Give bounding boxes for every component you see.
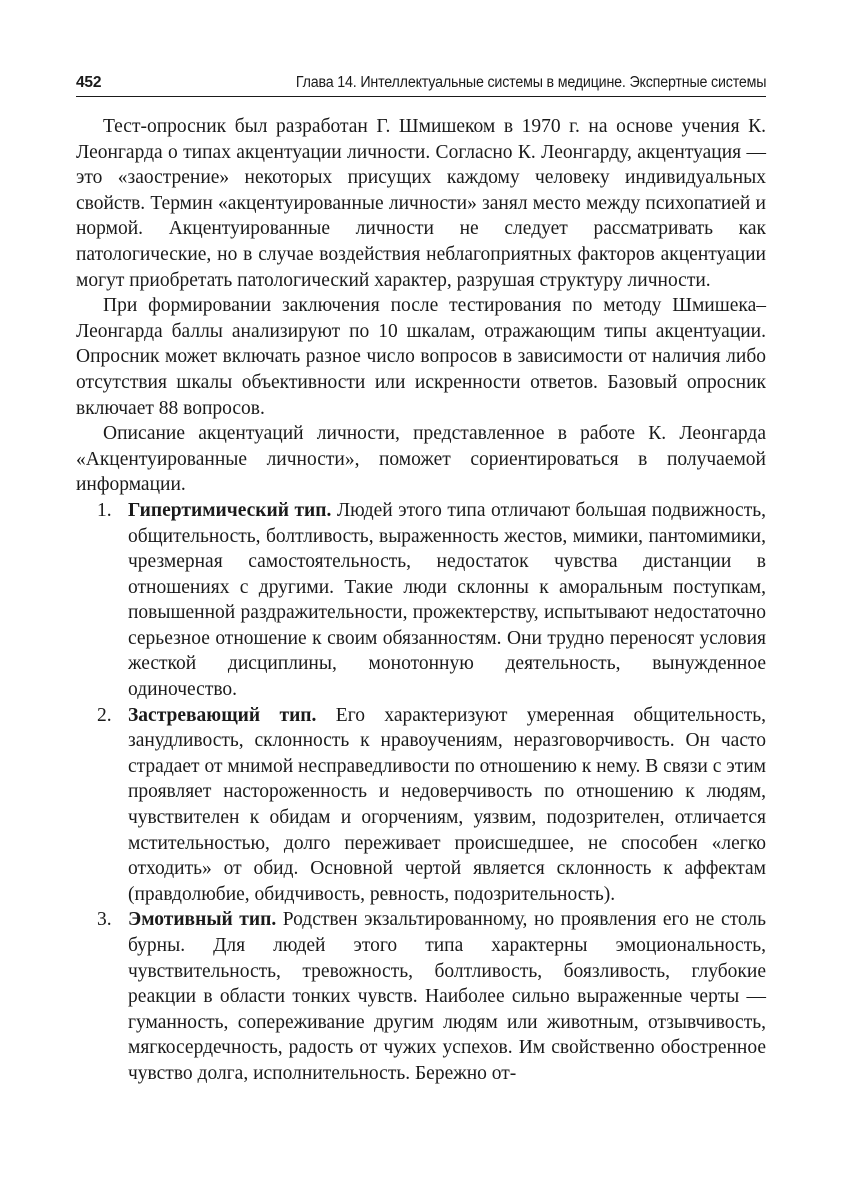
page-body	[76, 114, 766, 1087]
list-item-number: 2.	[97, 704, 112, 726]
book-page	[76, 70, 766, 1087]
running-title: Глава 14. Интеллектуальные системы в медицине. Экспертные системы	[295, 74, 766, 91]
list-item-number: 3.	[97, 909, 112, 931]
accentuation-types-list	[76, 498, 766, 1087]
paragraph: При формировании заключения после тестирования по методу Шмишека–Леонгарда баллы анализируют по 10 шкалам, отражающим типы акцентуации. Опросник может включать разное число вопросов в зависимости от наличия либо отсутствия шкалы объективности или искренности ответов. Базовый опросник включает 88 вопросов.	[76, 295, 766, 419]
page-header	[76, 70, 766, 97]
list-item-text: Людей этого типа отличают большая подвижность, общительность, болтливость, выраженность жестов, мимики, пантомимики, чрезмерная самостоятельность, недостаток чувства дистанции в отношениях с другими. Такие люди склонны к аморальным поступкам, повышенной раздражительности, прожектерству, испытывают недостаточно серьезное отношение к своим обязанностям. Они трудно переносят условия жесткой дисциплины, монотонную деятельность, вынужденное одиночество.	[128, 499, 766, 701]
list-item-term: Застревающий тип.	[128, 704, 317, 726]
paragraph: Описание акцентуаций личности, представленное в работе К. Леонгарда «Акцентуированные личности», поможет сориентироваться в получаемой информации.	[76, 423, 766, 496]
list-item	[76, 498, 766, 703]
list-item-text: Родствен экзальтированному, но проявления его не столь бурны. Для людей этого типа характерны эмоциональность, чувствительность, тревожность, болтливость, боязливость, глубокие реакции в области тонких чувств. Наиболее сильно выраженные черты — гуманность, сопереживание другим людям или животным, отзывчивость, мягкосердечность, радость от чужих успехов. Им свойственно обостренное чувство долга, исполнительность. Бережно от-	[128, 909, 766, 1084]
list-item-number: 1.	[97, 499, 112, 521]
list-item-term: Гипертимический тип.	[128, 499, 332, 521]
paragraph: Тест-опросник был разработан Г. Шмишеком в 1970 г. на основе учения К. Леонгарда о типах акцентуации личности. Согласно К. Леонгарду, акцентуация — это «заострение» некоторых присущих каждому человеку индивидуальных свойств. Термин «акцентуированные личности» занял место между психопатией и нормой. Акцентуированные личности не следует рассматривать как патологические, но в случае воздействия неблагоприятных факторов акцентуации могут приобретать патологический характер, разрушая структуру личности.	[76, 116, 766, 291]
list-item	[76, 907, 766, 1086]
list-item	[76, 703, 766, 908]
list-item-text: Его характеризуют умеренная общительность, занудливость, склонность к нравоучениям, неразговорчивость. Он часто страдает от мнимой несправедливости по отношению к нему. В связи с этим проявляет настороженность и недоверчивость по отношению к людям, чувствителен к обидам и огорчениям, уязвим, подозрителен, отличается мстительностью, долго переживает происшедшее, не способен «легко отходить» от обид. Основной чертой является склонность к аффектам (правдолюбие, обидчивость, ревность, подозрительность).	[128, 704, 766, 905]
page-number: 452	[76, 74, 102, 91]
list-item-term: Эмотивный тип.	[128, 909, 277, 931]
